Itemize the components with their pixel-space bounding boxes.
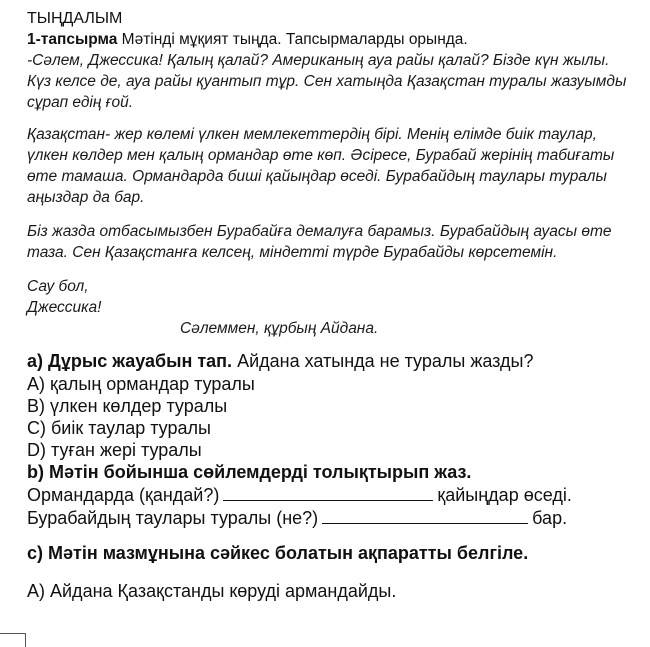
fill-sentence-1-end: қайыңдар өседі. [437, 485, 572, 505]
fill-sentence-2-start: Бурабайдың таулары туралы (не?) [27, 508, 319, 528]
letter-line: аңыздар да бар. [27, 189, 145, 206]
fill-sentence-2-end: бар. [532, 508, 568, 528]
letter-addressee: Джессика! [27, 299, 102, 316]
answer-option[interactable]: C) биік таулар туралы [27, 418, 211, 438]
answer-blank-2[interactable] [322, 522, 528, 524]
letter-line: Қазақстан- жер көлемі үлкен мемлекеттердің бірі. Менің елімде биік таулар, [27, 126, 597, 143]
letter-line: Біз жазда отбасымызбен Бурабайға демалуға барамыз. Бурабайдың ауасы өте [27, 223, 612, 240]
fill-sentence-2 [27, 508, 567, 529]
letter-line: үлкен көлдер мен қалың ормандар өте көп. Әсіресе, Бурабай жерінің табиғаты [27, 147, 615, 164]
letter-line: Күз келсе де, ауа райы қуантып тұр. Сен хатыңда Қазақстан туралы жазуымды [27, 73, 627, 90]
task-line [27, 31, 468, 49]
answer-option[interactable]: D) туған жері туралы [27, 440, 202, 460]
question-a-text: Айдана хатында не туралы жазды? [237, 351, 534, 371]
letter-signature: Сәлеммен, құрбың Айдана. [180, 320, 379, 337]
letter-line: сұрап едің ғой. [27, 94, 134, 111]
answer-blank-1[interactable] [223, 499, 433, 501]
letter-line: таза. Сен Қазақстанға келсең, міндетті түрде Бурабайды көрсетемін. [27, 244, 558, 261]
question-a-label: a) Дұрыс жауабын тап. [27, 351, 233, 371]
answer-option[interactable]: B) үлкен көлдер туралы [27, 396, 228, 416]
letter-line: -Сәлем, Джессика! Қалың қалай? Американың ауа райы қалай? Бізде күн жылы. [27, 52, 610, 69]
question-b-title: b) Мәтін бойынша сөйлемдерді толықтырып жаз. [27, 462, 472, 482]
fill-sentence-1-start: Ормандарда (қандай?) [27, 485, 220, 505]
letter-closing: Сау бол, [27, 278, 89, 295]
question-c-title: c) Мәтін мазмұнына сәйкес болатын ақпаратты белгіле. [27, 543, 529, 563]
worksheet-heading: ТЫҢДАЛЫМ [27, 10, 123, 27]
fill-sentence-1 [27, 485, 572, 506]
question-a [27, 351, 533, 372]
task-instruction: Мәтінді мұқият тыңда. Тапсырмаларды орында. [121, 31, 468, 48]
task-label: 1-тапсырма [27, 31, 118, 48]
page-corner-mark [0, 633, 26, 647]
answer-option[interactable]: A) қалың ормандар туралы [27, 374, 255, 394]
answer-option[interactable]: A) Айдана Қазақстанды көруді армандайды. [27, 581, 397, 601]
letter-line: өте тамаша. Ормандарда биші қайыңдар өседі. Бурабайдың таулары туралы [27, 168, 607, 185]
